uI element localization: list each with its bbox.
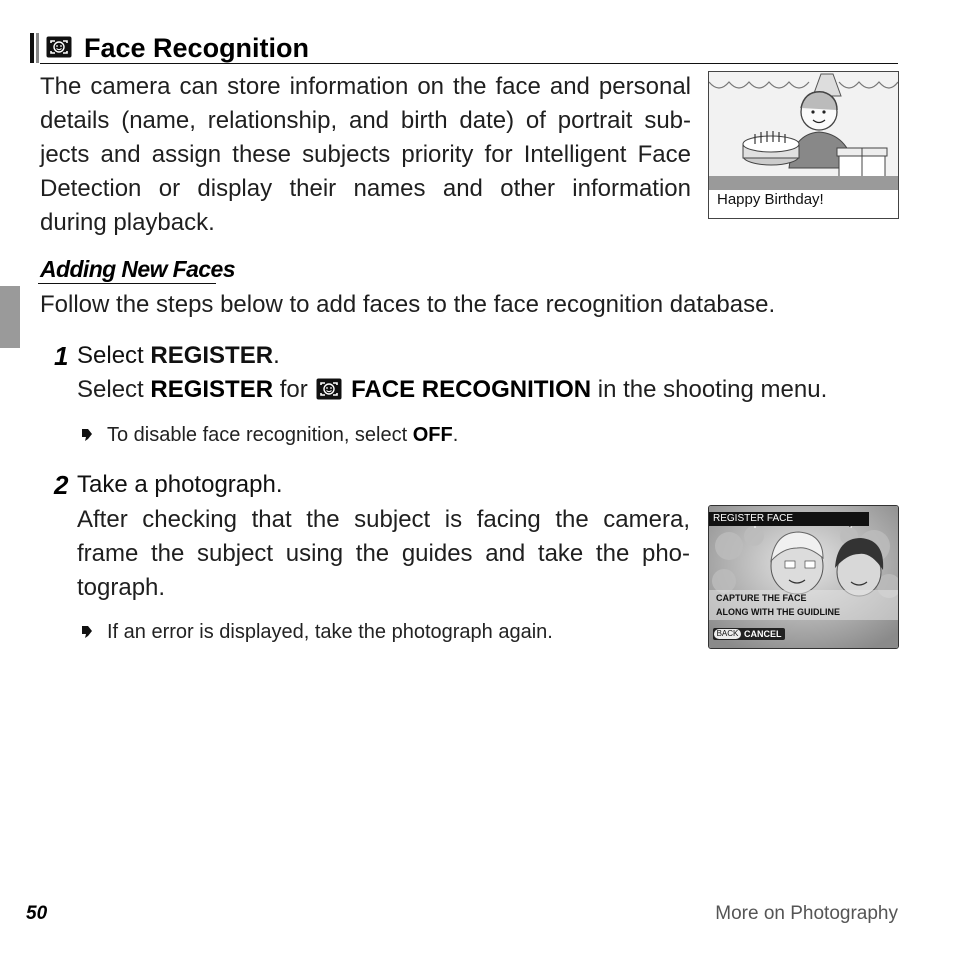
chapter-name: More on Photography: [715, 903, 898, 924]
step-body-line: tograph.: [77, 574, 166, 601]
intro-line: Detection or display their names and other information: [40, 175, 691, 202]
step-body-text: for: [273, 376, 315, 403]
step-body-line: After checking that the subject is facing the camera,: [77, 506, 690, 533]
section-body: Follow the steps below to add faces to the face recognition database.: [40, 291, 776, 318]
page-title: Face Recognition: [84, 33, 310, 63]
register-face-title: REGISTER FACE: [713, 513, 794, 524]
step-title-text: Select: [77, 342, 151, 369]
section-heading: Adding New Faces: [40, 256, 235, 282]
step-number: 2: [54, 470, 69, 500]
face-recognition-icon: [316, 378, 342, 400]
intro-paragraph: [40, 70, 691, 240]
cancel-label: CANCEL: [744, 629, 782, 639]
step-body: [77, 373, 827, 407]
step-note: If an error is displayed, take the photograph again.: [107, 621, 553, 643]
heading-bar-accent: [36, 33, 39, 63]
step-title-keyword: REGISTER: [150, 342, 274, 369]
register-face-message: CAPTURE THE FACE: [716, 593, 807, 603]
intro-line: details (name, relationship, and birth date) of portrait sub-: [40, 107, 691, 134]
note-icon: [80, 428, 94, 442]
menu-item-register: REGISTER: [150, 376, 274, 403]
heading-bar: [30, 33, 34, 63]
birthday-illustration: [708, 71, 899, 219]
register-face-screen: [708, 505, 899, 649]
intro-line: The camera can store information on the face and personal: [40, 73, 691, 100]
step-body-line: frame the subject using the guides and take the pho-: [77, 540, 690, 567]
step-body: [77, 503, 690, 605]
section-heading-underline: [38, 283, 216, 284]
face-recognition-icon: [46, 36, 72, 58]
step-body-text: in the shooting menu.: [591, 376, 828, 403]
intro-line: during playback.: [40, 209, 215, 236]
chapter-tab: [0, 286, 20, 348]
menu-item-face-recognition: FACE RECOGNITION: [351, 376, 592, 403]
note-text: .: [452, 424, 459, 446]
page-number: 50: [26, 903, 48, 924]
step-number: 1: [54, 341, 69, 371]
step-title-text: .: [273, 342, 280, 369]
note-keyword: OFF: [412, 424, 453, 446]
step-title: [77, 340, 280, 372]
step-title: Take a photograph.: [77, 471, 283, 498]
back-button-badge: BACK: [714, 629, 741, 639]
note-icon: [80, 625, 94, 639]
step-body-text: Select: [77, 376, 151, 403]
register-face-message: ALONG WITH THE GUIDLINE: [716, 607, 840, 617]
note-text: To disable face recognition, select: [107, 424, 413, 446]
birthday-photo: [709, 72, 898, 190]
register-face-photo: [709, 506, 898, 648]
intro-line: jects and assign these subjects priority for Intelligent Face: [40, 141, 691, 168]
step-note: [107, 421, 458, 449]
birthday-caption: Happy Birthday!: [717, 191, 824, 208]
